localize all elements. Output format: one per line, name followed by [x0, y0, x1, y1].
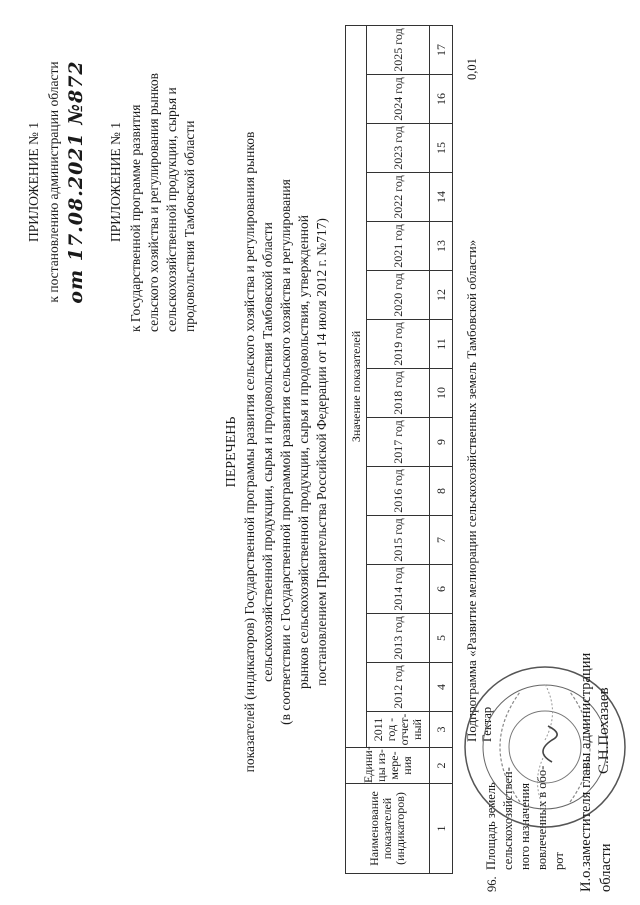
column-number: 16: [430, 75, 453, 124]
column-number: 15: [430, 124, 453, 173]
header-year: 2011 год - отчет-ный: [367, 712, 430, 748]
title-line: (в соответствии с Государственной программой развития сельского хозяйства и регулирования: [278, 179, 293, 725]
title-line: рынков сельскохозяйственной продукции, сырья и продовольствия, утвержденной: [296, 215, 311, 690]
header-year: 2012 год: [367, 663, 430, 712]
column-number: 14: [430, 173, 453, 222]
appendix-reference: к постановлению администрации области: [46, 61, 61, 303]
title-line: постановлением Правительства Российской Федерации от 14 июля 2012 г. №717): [314, 218, 329, 686]
header-year: 2016 год: [367, 467, 430, 516]
column-number: 6: [430, 565, 453, 614]
program-appendix-line: сельскохозяйственной продукции, сырья и: [164, 87, 179, 332]
document-title: ПЕРЕЧЕНЬ: [224, 416, 239, 488]
row-number: 96.: [485, 876, 499, 892]
header-year: 2023 год: [367, 124, 430, 173]
column-number: 11: [430, 320, 453, 369]
header-year: 2022 год: [367, 173, 430, 222]
header-year: 2019 год: [367, 320, 430, 369]
title-line: показателей (индикаторов) Государственной программы развития сельского хозяйства и регулирования рынков: [242, 131, 257, 773]
program-appendix-line: продовольствия Тамбовской области: [182, 120, 197, 332]
header-year: 2013 год: [367, 614, 430, 663]
signature-area: области: [598, 843, 614, 892]
header-values: Значение показателей: [346, 25, 367, 747]
header-year: 2017 год: [367, 418, 430, 467]
signature-title: И.о.заместителя главы администрации: [578, 652, 594, 892]
signature-name: С.Н.Похазаев: [596, 687, 612, 774]
column-number: 17: [430, 25, 453, 74]
header-year: 2024 год: [367, 75, 430, 124]
column-number: 7: [430, 516, 453, 565]
row-name: Площадь земель сельскохозяйствен- ного назначения вовлеченных в обо- рот: [484, 765, 566, 870]
column-number: 3: [430, 712, 453, 748]
column-number: 2: [430, 748, 453, 784]
appendix-title: ПРИЛОЖЕНИЕ № 1: [26, 121, 41, 243]
row-value-2025: 0,01: [465, 58, 479, 80]
header-name: Наименование показателей (индикаторов): [346, 784, 430, 874]
program-appendix-line: сельского хозяйства и регулирования рынков: [146, 73, 161, 332]
header-year: 2014 год: [367, 565, 430, 614]
subprogram-title: Подпрограмма «Развитие мелиорации сельскохозяйственных земель Тамбовской области»: [464, 239, 479, 742]
column-number: 4: [430, 663, 453, 712]
column-number: 8: [430, 467, 453, 516]
column-number: 1: [430, 784, 453, 874]
column-number: 9: [430, 418, 453, 467]
header-year: 2025 год: [367, 25, 430, 74]
column-number: 10: [430, 369, 453, 418]
header-year: 2020 год: [367, 271, 430, 320]
indicators-table: [345, 25, 453, 874]
handwritten-date-number: от 17.08.2021 №872: [65, 60, 87, 304]
row-unit: Гектар: [480, 706, 494, 742]
title-line: сельскохозяйственной продукции, сырья и продовольствия Тамбовской области: [260, 222, 275, 682]
header-year: 2018 год: [367, 369, 430, 418]
column-number: 13: [430, 222, 453, 271]
header-year: 2015 год: [367, 516, 430, 565]
document-page: [15, 12, 625, 892]
column-number: 12: [430, 271, 453, 320]
header-year: 2021 год: [367, 222, 430, 271]
header-unit: Едини-цы из-мере-ния: [346, 748, 430, 784]
program-appendix-line: к Государственной программе развития: [128, 104, 143, 332]
column-number: 5: [430, 614, 453, 663]
program-appendix-title: ПРИЛОЖЕНИЕ № 1: [108, 121, 123, 243]
